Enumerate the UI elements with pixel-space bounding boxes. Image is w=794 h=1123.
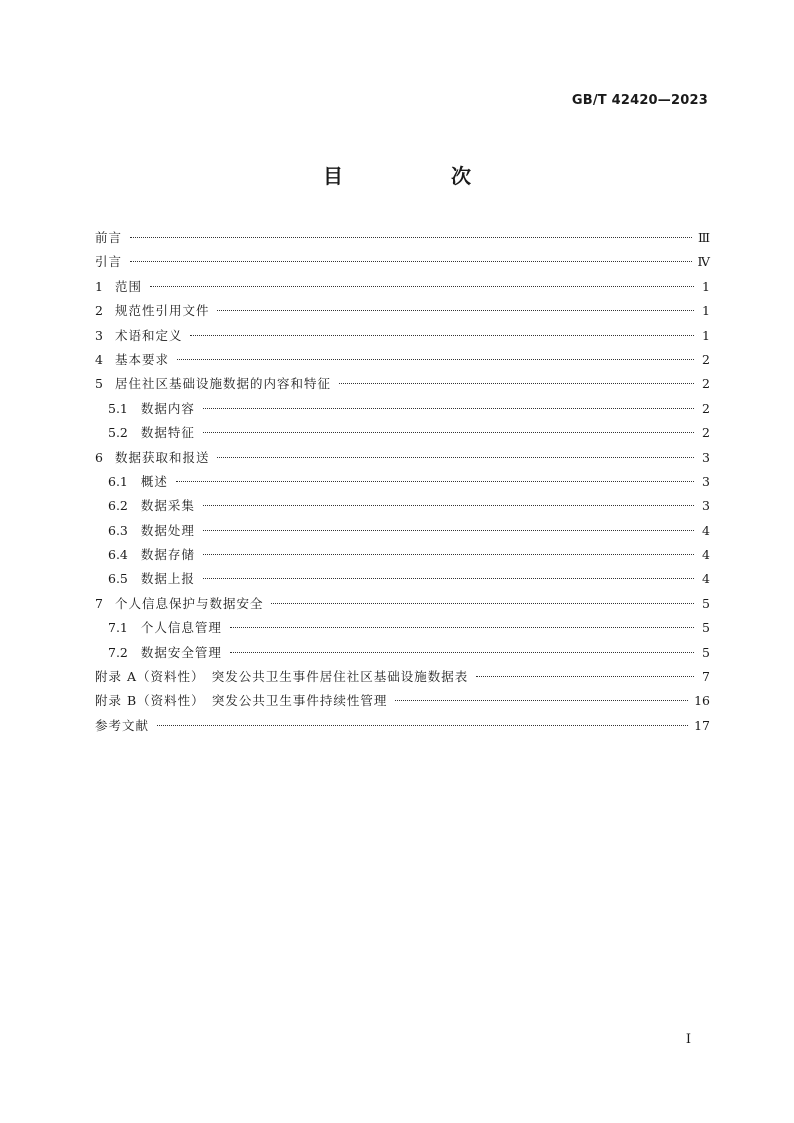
toc-entry-page: 4 xyxy=(702,547,710,563)
toc-entry[interactable] xyxy=(95,372,710,396)
toc-entry-label: 数据采集 xyxy=(140,498,195,514)
toc-dot-leader xyxy=(203,578,694,579)
toc-dot-leader xyxy=(130,261,691,262)
toc-entry[interactable] xyxy=(95,592,710,616)
toc-entry-number: 6.1 xyxy=(108,473,128,489)
toc-entry[interactable] xyxy=(95,714,710,738)
toc-entry-page: 17 xyxy=(694,717,710,733)
toc-entry[interactable] xyxy=(95,543,710,567)
toc-entry-label: 范围 xyxy=(114,278,142,294)
toc-dot-leader xyxy=(157,725,688,726)
toc-entry-page: 1 xyxy=(702,327,710,343)
toc-dot-leader xyxy=(395,700,688,701)
toc-entry-number: 3 xyxy=(95,327,103,343)
toc-entry-label: 数据安全管理 xyxy=(140,644,222,660)
toc-entry[interactable] xyxy=(95,689,710,713)
toc-entry-label: 基本要求 xyxy=(114,351,169,367)
toc-dot-leader xyxy=(339,383,694,384)
toc-entry[interactable] xyxy=(95,519,710,543)
toc-entry[interactable] xyxy=(95,665,710,689)
toc-entry[interactable] xyxy=(95,421,710,445)
toc-entry[interactable] xyxy=(95,226,710,250)
toc-entry-label: 数据存储 xyxy=(140,547,195,563)
toc-entry-page: 3 xyxy=(702,449,710,465)
toc-entry-label: 数据上报 xyxy=(140,571,195,587)
toc-entry-page: 5 xyxy=(702,595,710,611)
page-title: 目 次 xyxy=(323,164,515,188)
toc-entry-number: 1 xyxy=(95,278,103,294)
toc-entry[interactable] xyxy=(95,324,710,348)
toc-entry[interactable] xyxy=(95,470,710,494)
toc-entry-label: 数据内容 xyxy=(140,400,195,416)
toc-dot-leader xyxy=(203,408,694,409)
toc-entry-page: 2 xyxy=(702,400,710,416)
toc-entry-label: 概述 xyxy=(140,473,168,489)
toc-entry-page: Ⅳ xyxy=(697,254,710,270)
toc-entry-page: 4 xyxy=(702,571,710,587)
toc-entry-page: 3 xyxy=(702,498,710,514)
toc-entry-label: 规范性引用文件 xyxy=(114,303,210,319)
toc-dot-leader xyxy=(476,676,694,677)
toc-dot-leader xyxy=(230,652,694,653)
toc-dot-leader xyxy=(130,237,692,238)
toc-entry-page: 2 xyxy=(702,425,710,441)
toc-entry-page: 2 xyxy=(702,376,710,392)
toc-entry[interactable] xyxy=(95,250,710,274)
toc-entry[interactable] xyxy=(95,641,710,665)
toc-entry-label: 参考文献 xyxy=(95,717,150,733)
toc-entry-label: 术语和定义 xyxy=(114,327,183,343)
toc-entry-page: 7 xyxy=(702,669,710,685)
toc-entry[interactable] xyxy=(95,616,710,640)
toc-entry[interactable] xyxy=(95,299,710,323)
toc-entry[interactable] xyxy=(95,494,710,518)
toc-entry-label: 数据特征 xyxy=(140,425,195,441)
toc-dot-leader xyxy=(203,432,694,433)
toc-dot-leader xyxy=(271,603,694,604)
toc-entry[interactable] xyxy=(95,567,710,591)
toc-dot-leader xyxy=(217,310,694,311)
toc-entry-page: 5 xyxy=(702,620,710,636)
toc-entry-page: 5 xyxy=(702,644,710,660)
toc-entry-label: 个人信息管理 xyxy=(140,620,222,636)
toc-entry-number: 2 xyxy=(95,303,103,319)
toc-dot-leader xyxy=(203,530,694,531)
toc-entry-number: 6.4 xyxy=(108,547,128,563)
toc-entry[interactable] xyxy=(95,348,710,372)
toc-entry-label: 个人信息保护与数据安全 xyxy=(114,595,264,611)
toc-entry-page: Ⅲ xyxy=(697,230,710,245)
toc-entry[interactable] xyxy=(95,275,710,299)
toc-entry[interactable] xyxy=(95,397,710,421)
toc-entry-number: 6.2 xyxy=(108,498,128,514)
toc-entry-label: 居住社区基础设施数据的内容和特征 xyxy=(114,376,331,392)
toc-dot-leader xyxy=(176,481,694,482)
toc-entry-page: 1 xyxy=(702,303,710,319)
toc-dot-leader xyxy=(190,335,694,336)
toc-entry-page: 1 xyxy=(702,278,710,294)
toc-dot-leader xyxy=(230,627,694,628)
toc-dot-leader xyxy=(203,554,694,555)
toc-entry-number: 7.2 xyxy=(108,644,128,660)
toc-entry-number: 6 xyxy=(95,449,103,465)
toc-dot-leader xyxy=(150,286,694,287)
toc-entry-label: 前言 xyxy=(95,230,123,245)
toc-entry-number: 4 xyxy=(95,351,103,367)
toc-entry-page: 16 xyxy=(694,693,710,709)
toc-entry-page: 3 xyxy=(702,473,710,489)
toc-entry-number: 6.5 xyxy=(108,571,128,587)
toc-entry-page: 4 xyxy=(702,522,710,538)
toc-dot-leader xyxy=(177,359,694,360)
toc-entry-label: 引言 xyxy=(95,254,123,270)
toc-dot-leader xyxy=(203,505,694,506)
standard-code: GB/T 42420—2023 xyxy=(571,93,708,108)
toc-entry-number: 6.3 xyxy=(108,522,128,538)
toc-dot-leader xyxy=(217,457,694,458)
toc-entry-number: 5.2 xyxy=(108,425,128,441)
table-of-contents xyxy=(95,226,710,738)
toc-entry-label: 数据获取和报送 xyxy=(114,449,210,465)
toc-entry[interactable] xyxy=(95,446,710,470)
toc-entry-label: 附录 B（资料性） 突发公共卫生事件持续性管理 xyxy=(95,693,388,709)
toc-entry-number: 7.1 xyxy=(108,620,128,636)
toc-entry-page: 2 xyxy=(702,351,710,367)
toc-entry-number: 5.1 xyxy=(108,400,128,416)
toc-entry-number: 7 xyxy=(95,595,103,611)
toc-entry-label: 附录 A（资料性） 突发公共卫生事件居住社区基础设施数据表 xyxy=(95,669,469,685)
page-number: Ⅰ xyxy=(685,1032,691,1047)
toc-entry-number: 5 xyxy=(95,376,103,392)
toc-entry-label: 数据处理 xyxy=(140,522,195,538)
